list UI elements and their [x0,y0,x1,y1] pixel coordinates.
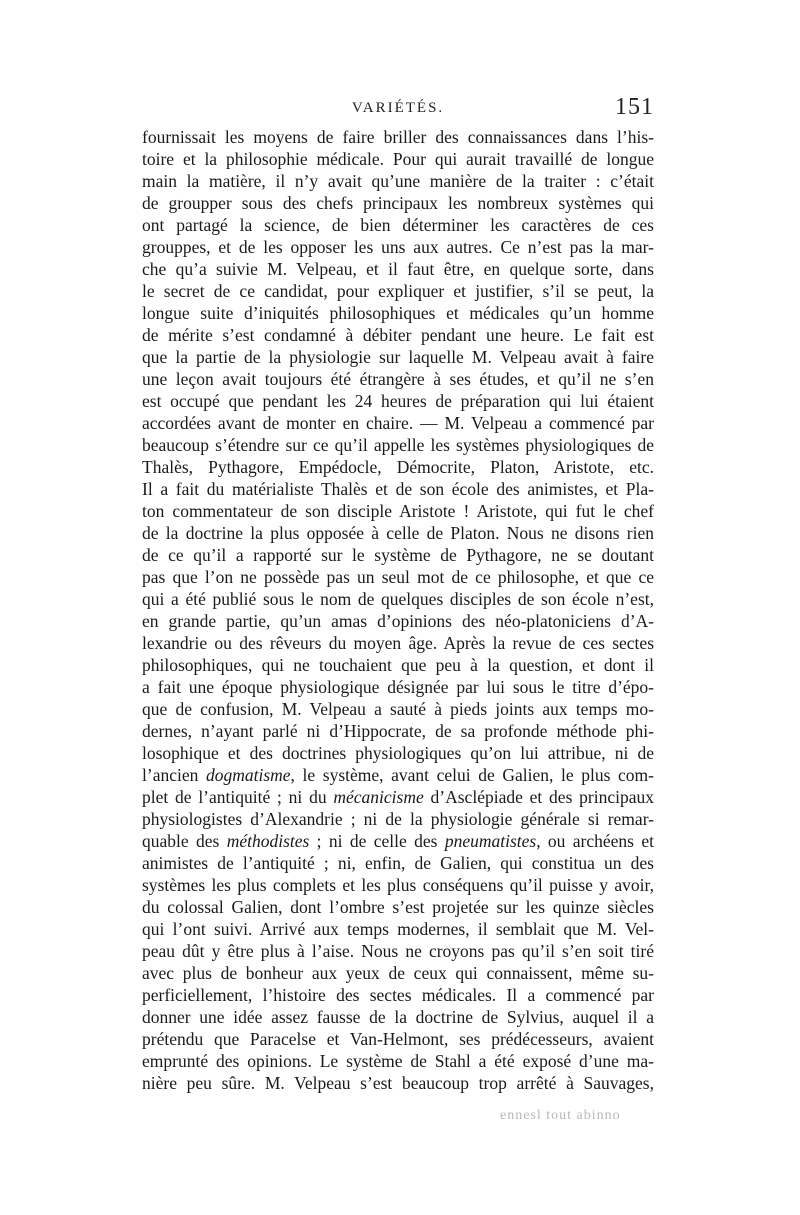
text-line: beaucoup s’étendre sur ce qu’il appelle les systèmes physiologiques de [142,435,654,455]
text-line: une leçon avait toujours été étrangère à ses études, et qu’il ne s’en [142,369,654,389]
text-line: toire et la philosophie médicale. Pour qui aurait travaillé de longue [142,149,654,169]
text-line: que de confusion, M. Velpeau a sauté à pieds joints aux temps mo- [142,699,654,719]
text-line: donner une idée assez fausse de la doctrine de Sylvius, auquel il a [142,1007,654,1027]
text-line: fournissait les moyens de faire briller des connaissances dans l’his- [142,127,654,147]
text-line: l’ancien dogmatisme, le système, avant celui de Galien, le plus com- [142,765,654,785]
text-line: main la matière, il n’y avait qu’une manière de la traiter : c’était [142,171,654,191]
text-line: que la partie de la physiologie sur laquelle M. Velpeau avait à faire [142,347,654,367]
text-line: perficiellement, l’histoire des sectes médicales. Il a commencé par [142,985,654,1005]
running-head [142,94,654,124]
text-line: nière peu sûre. M. Velpeau s’est beaucoup trop arrêté à Sauvages, [142,1073,654,1093]
running-head-title: VARIÉTÉS. [351,100,445,116]
text-line: en grande partie, qu’un amas d’opinions des néo-platoniciens d’A- [142,611,654,631]
text-line: che qu’a suivie M. Velpeau, et il faut être, en quelque sorte, dans [142,259,654,279]
text-line: de la doctrine la plus opposée à celle de Platon. Nous ne disons rien [142,523,654,543]
text-line: de groupper sous des chefs principaux les nombreux systèmes qui [142,193,654,213]
text-line: est occupé que pendant les 24 heures de préparation qui lui étaient [142,391,654,411]
text-line: philosophiques, qui ne touchaient que peu à la question, et dont il [142,655,654,675]
text-line: quable des méthodistes ; ni de celle des pneumatistes, ou archéens et [142,831,654,851]
text-line: peau dût y être plus à l’aise. Nous ne croyons pas qu’il s’en soit tiré [142,941,654,961]
text-line: grouppes, et de les opposer les uns aux autres. Ce n’est pas la mar- [142,237,654,257]
text-line: qui l’ont suivi. Arrivé aux temps modernes, il semblait que M. Vel- [142,919,654,939]
text-line: le secret de ce candidat, pour expliquer et justifier, s’il se peut, la [142,281,654,301]
show-through-text: ennesl tout abinno [500,1108,621,1123]
text-line: de mérite s’est condamné à débiter pendant une heure. Le fait est [142,325,654,345]
text-line: physiologistes d’Alexandrie ; ni de la physiologie générale si remar- [142,809,654,829]
text-line: lexandrie ou des rêveurs du moyen âge. Après la revue de ces sectes [142,633,654,653]
text-line: Thalès, Pythagore, Empédocle, Démocrite, Platon, Aristote, etc. [142,457,654,477]
text-line: avec plus de bonheur aux yeux de ceux qui connaissent, même su- [142,963,654,983]
text-line: systèmes les plus complets et les plus conséquens qu’il puisse y avoir, [142,875,654,895]
text-line: losophique et des doctrines physiologiques qu’on lui attribue, ni de [142,743,654,763]
text-line: prétendu que Paracelse et Van-Helmont, ses prédécesseurs, avaient [142,1029,654,1049]
text-line: animistes de l’antiquité ; ni, enfin, de Galien, qui constitua un des [142,853,654,873]
text-line: pas que l’on ne possède pas un seul mot de ce philosophe, et que ce [142,567,654,587]
body-text [142,126,654,1094]
text-line: de ce qu’il a rapporté sur le système de Pythagore, ne se doutant [142,545,654,565]
text-line: plet de l’antiquité ; ni du mécanicisme d’Asclépiade et des principaux [142,787,654,807]
text-line: dernes, n’ayant parlé ni d’Hippocrate, de sa profonde méthode phi- [142,721,654,741]
text-line: ton commentateur de son disciple Aristote ! Aristote, qui fut le chef [142,501,654,521]
text-line: accordées avant de monter en chaire. — M. Velpeau a commencé par [142,413,654,433]
text-line: longue suite d’iniquités philosophiques et médicales qu’un homme [142,303,654,323]
page-number: 151 [615,94,654,120]
text-line: qui a été publié sous le nom de quelques disciples de son école n’est, [142,589,654,609]
text-line: emprunté des opinions. Le système de Stahl a été exposé d’une ma- [142,1051,654,1071]
text-line: du colossal Galien, dont l’ombre s’est projetée sur les quinze siècles [142,897,654,917]
text-line: ont partagé la science, de bien déterminer les caractères de ces [142,215,654,235]
text-line: a fait une époque physiologique désignée par lui sous le titre d’épo- [142,677,654,697]
text-line: Il a fait du matérialiste Thalès et de son école des animistes, et Pla- [142,479,654,499]
